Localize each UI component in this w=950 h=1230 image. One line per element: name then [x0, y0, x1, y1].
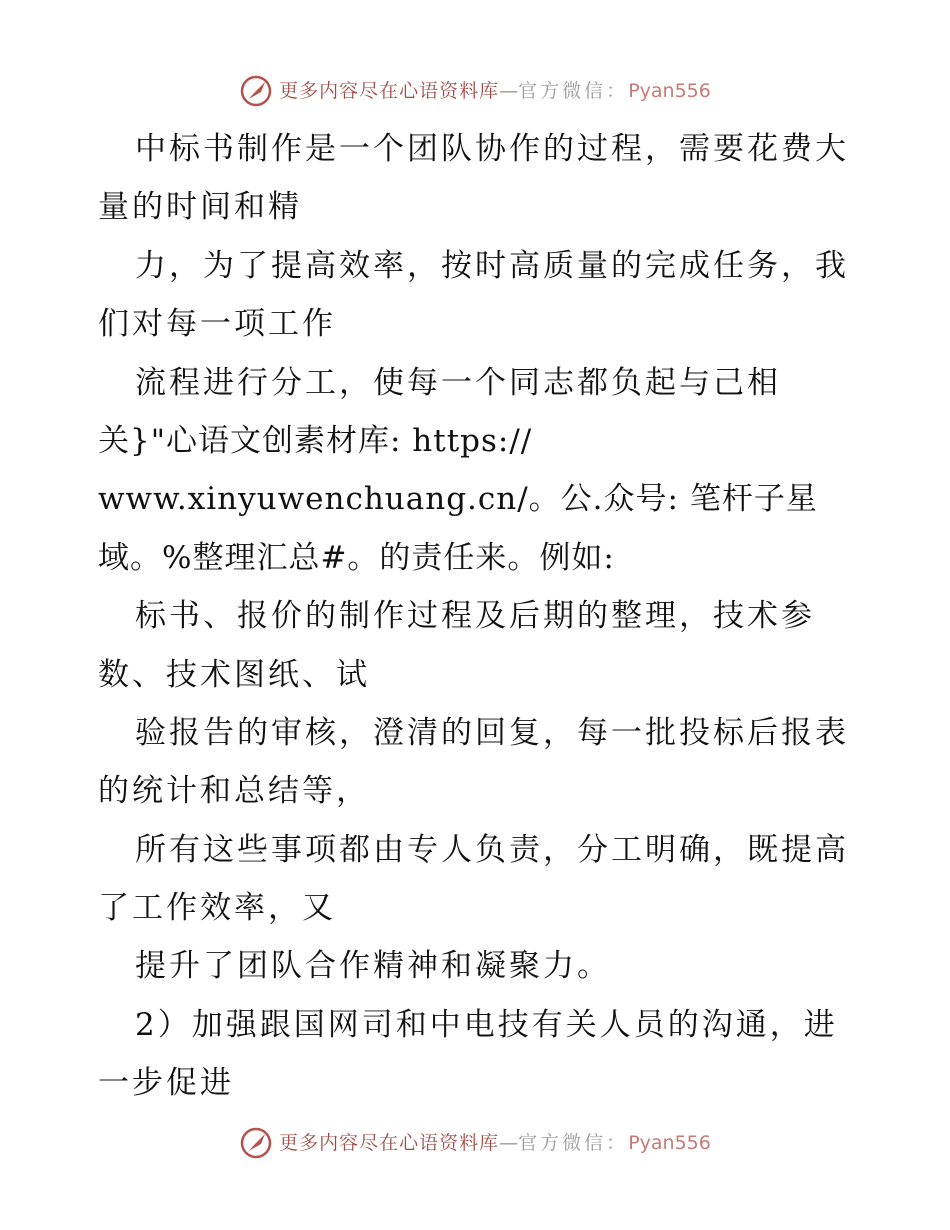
text-line: 提升了团队合作精神和凝聚力。 [135, 948, 611, 985]
text-line: www.xinyuwenchuang.cn/。公.众号: 笔杆子星 [98, 481, 818, 518]
text-line: 2）加强跟国网司和中电技有关人员的沟通，进 [135, 1006, 838, 1043]
quill-logo-icon [239, 74, 273, 108]
text-line: 数、技术图纸、试 [98, 656, 370, 693]
text-line: 验报告的审核，澄清的回复，每一批投标后报表 [135, 714, 849, 751]
text-line: 们对每一项工作 [98, 306, 336, 343]
banner-main-text: 更多内容尽在心语资料库 [279, 1132, 500, 1154]
text-line: 的统计和总结等， [98, 773, 370, 810]
text-line: 关}"心语文创素材库: https:// [98, 422, 533, 459]
document-body [98, 120, 858, 1113]
banner-account: Pyan556 [628, 80, 711, 102]
banner-dash: — [499, 1132, 519, 1154]
text-line: 流程进行分工，使每一个同志都负起与己相 [135, 364, 781, 401]
banner-main-text: 更多内容尽在心语资料库 [279, 80, 500, 102]
text-line: 量的时间和精 [98, 189, 302, 226]
text-line: 中标书制作是一个团队协作的过程，需要花费大 [135, 131, 849, 167]
text-line: 了工作效率，又 [98, 890, 336, 927]
quill-logo-icon [239, 1126, 273, 1160]
banner-dash: — [499, 80, 519, 102]
text-line: 力，为了提高效率，按时高质量的完成任务，我 [135, 247, 849, 284]
banner-wechat-label: 官方微信： [518, 1132, 629, 1154]
footer-banner [0, 1126, 950, 1160]
text-line: 所有这些事项都由专人负责，分工明确，既提高 [135, 831, 849, 868]
text-line: 标书、报价的制作过程及后期的整理，技术参 [135, 598, 815, 635]
header-banner [0, 74, 950, 108]
text-line: 域。%整理汇总#。的责任来。例如: [98, 539, 615, 576]
banner-wechat-label: 官方微信： [518, 80, 629, 102]
banner-account: Pyan556 [628, 1132, 711, 1154]
text-line: 一步促进 [98, 1065, 234, 1102]
